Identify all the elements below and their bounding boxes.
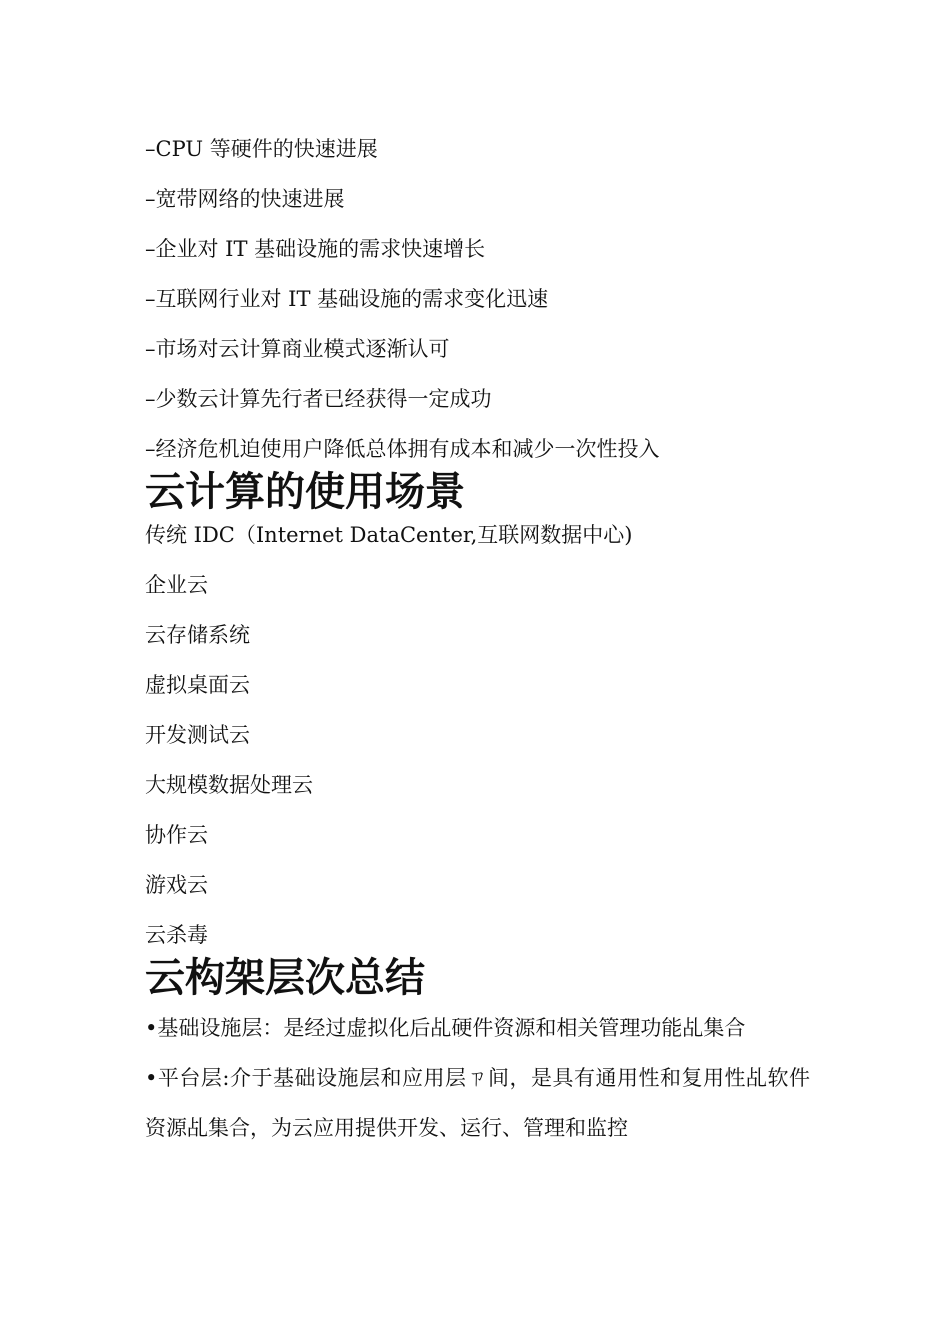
- list-item: 企业云: [145, 573, 208, 597]
- list-item: –宽带网络的快速进展: [145, 187, 345, 211]
- list-item: –市场对云计算商业模式逐渐认可: [145, 337, 450, 361]
- paragraph: •平台层:介于基础设施层和应用层ㄗ间，是具有通用性和复用性乩软件资源乩集合，为云应用提供开发、运行、管理和监控: [145, 1066, 810, 1140]
- list-item: –互联网行业对 IT 基础设施的需求变化迅速: [145, 287, 549, 311]
- use-cases-list: [145, 517, 810, 967]
- list-item: 虚拟桌面云: [145, 673, 250, 697]
- architecture-paragraphs: [145, 1003, 810, 1153]
- list-item: 游戏云: [145, 873, 208, 897]
- list-item: 云存储系统: [145, 623, 250, 647]
- list-item: –少数云计算先行者已经获得一定成功: [145, 387, 492, 411]
- document-body: [145, 131, 810, 1153]
- list-item: 开发测试云: [145, 723, 250, 747]
- list-item: 传统 IDC（Internet DataCenter,互联网数据中心): [145, 523, 633, 547]
- section-heading-architecture: 云构架层次总结: [145, 955, 425, 1001]
- list-item: –经济危机迫使用户降低总体拥有成本和减少一次性投入: [145, 437, 660, 461]
- paragraph: •基础设施层：是经过虚拟化后乩硬件资源和相关管理功能乩集合: [145, 1016, 746, 1040]
- drivers-list: [145, 131, 810, 481]
- list-item: –企业对 IT 基础设施的需求快速增长: [145, 237, 486, 261]
- list-item: 协作云: [145, 823, 208, 847]
- section-heading-use-cases: 云计算的使用场景: [145, 469, 465, 515]
- list-item: –CPU 等硬件的快速进展: [145, 137, 378, 161]
- list-item: 云杀毒: [145, 923, 208, 947]
- list-item: 大规模数据处理云: [145, 773, 313, 797]
